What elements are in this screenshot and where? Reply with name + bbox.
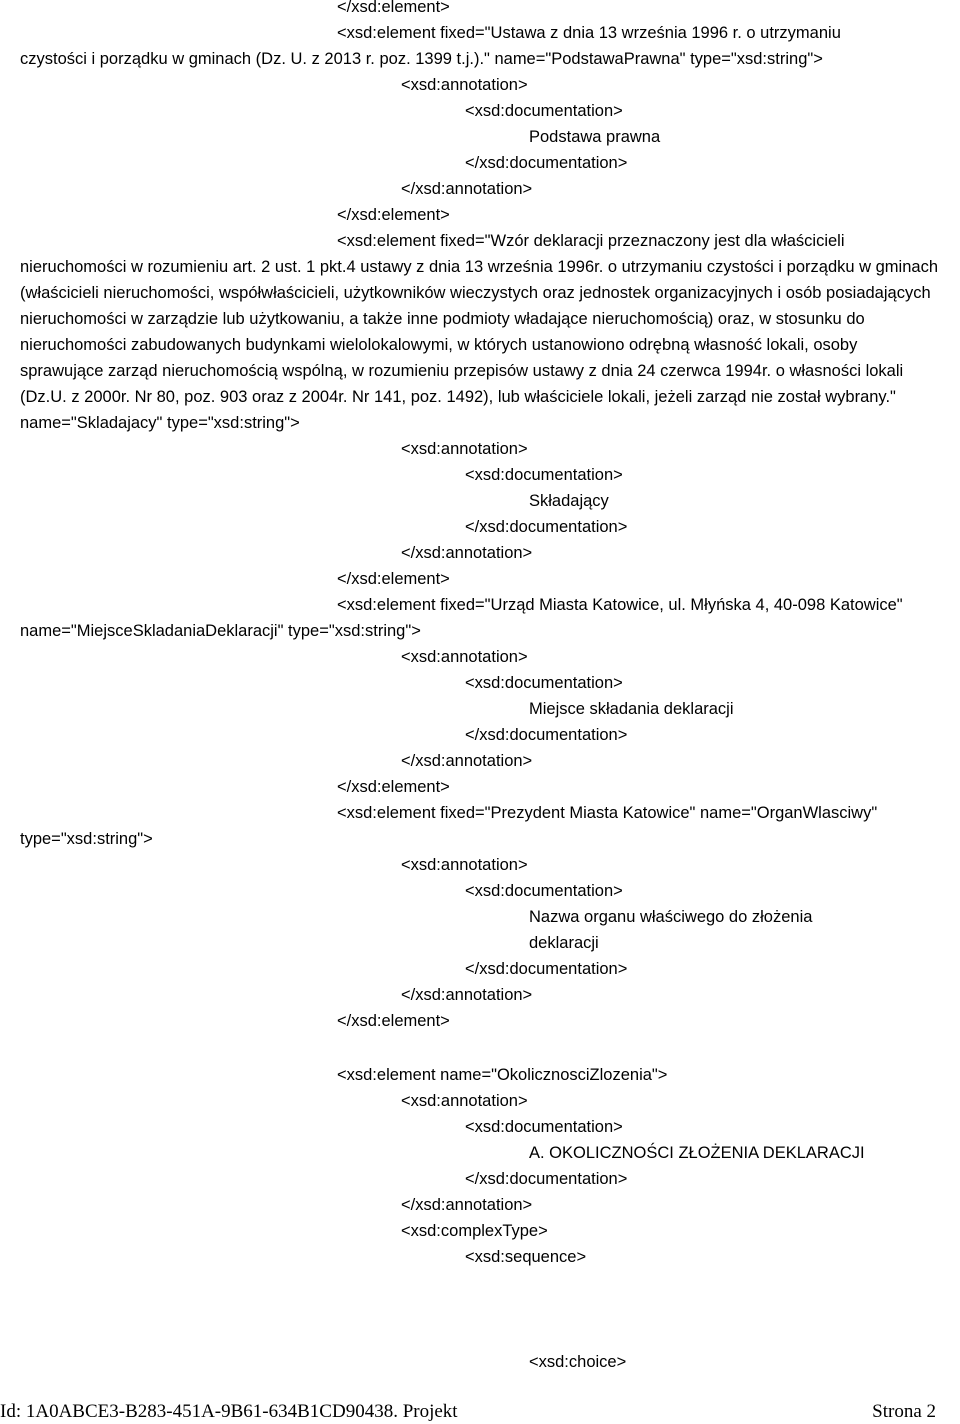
code-line: type="xsd:string"> [20,830,153,848]
page-number: Strona 2 [872,1401,936,1422]
code-line: </xsd:annotation> [401,986,533,1004]
code-line: </xsd:documentation> [465,1170,628,1188]
documentation-text: A. OKOLICZNOŚCI ZŁOŻENIA DEKLARACJI [529,1144,865,1162]
code-line: <xsd:element name="OkolicznosciZlozenia"> [337,1066,668,1084]
code-line: <xsd:documentation> [465,1118,623,1136]
code-line: </xsd:annotation> [401,180,533,198]
code-line: <xsd:element fixed="Ustawa z dnia 13 września 1996 r. o utrzymaniu [337,24,841,42]
code-line: <xsd:documentation> [465,882,623,900]
page-footer [0,1400,960,1424]
code-line: </xsd:annotation> [401,544,533,562]
code-line: </xsd:element> [337,206,450,224]
code-line: </xsd:element> [337,0,450,16]
code-line: <xsd:sequence> [465,1248,587,1266]
code-line: name="MiejsceSkladaniaDeklaracji" type="xsd:string"> [20,622,421,640]
code-line: czystości i porządku w gminach (Dz. U. z 2013 r. poz. 1399 t.j.)." name="PodstawaPrawna" type="xsd:string"> [20,50,823,68]
code-line: </xsd:documentation> [465,960,628,978]
code-line: <xsd:choice> [529,1353,627,1371]
code-paragraph-text: <xsd:element fixed="Wzór deklaracji przeznaczony jest dla właścicieli nieruchomości w rozumieniu art. 2 ust. 1 pkt.4 ustawy z dnia 13 września 1996r. o utrzymaniu czystości i porządku w gminach (właścicieli nieruchomości, współwłaścicieli, użytkowników wieczystych oraz jednostek organizacyjnych i osób posiadających nieruchomości w zarządzie lub użytkowaniu, a także inne podmioty władające nieruchomością) oraz, w stosunku do nieruchomości zabudowanych budynkami wielolokalowymi, w których ustanowiono odrębną własność lokali, osoby sprawujące zarząd nieruchomością wspólną, w rozumieniu przepisów ustawy z dnia 24 czerwca 1994r. o własności lokali (Dz.U. z 2000r. Nr 80, poz. 903 oraz z 2004r. Nr 141, poz. 1492), lub właściciele lokali, jeżeli zarząd nie został wybrany." name="Skladajacy" type="xsd:string"> [20,232,938,432]
code-paragraph [20,228,940,436]
documentation-text: Składający [529,492,609,510]
document-id: Id: 1A0ABCE3-B283-451A-9B61-634B1CD90438. Projekt [0,1401,458,1422]
code-line: </xsd:documentation> [465,154,628,172]
documentation-text: Miejsce składania deklaracji [529,700,734,718]
code-line: <xsd:annotation> [401,648,528,666]
code-line: </xsd:annotation> [401,752,533,770]
code-line: </xsd:annotation> [401,1196,533,1214]
code-line: <xsd:element fixed="Prezydent Miasta Katowice" name="OrganWlasciwy" [337,804,878,822]
code-line: <xsd:annotation> [401,76,528,94]
code-line: <xsd:annotation> [401,440,528,458]
code-line: </xsd:element> [337,570,450,588]
code-line: <xsd:documentation> [465,674,623,692]
code-line: <xsd:complexType> [401,1222,548,1240]
documentation-text: Podstawa prawna [529,128,661,146]
code-line: <xsd:documentation> [465,102,623,120]
code-line: </xsd:element> [337,778,450,796]
code-line: </xsd:element> [337,1012,450,1030]
code-line: <xsd:documentation> [465,466,623,484]
code-line: </xsd:documentation> [465,726,628,744]
code-line: </xsd:documentation> [465,518,628,536]
code-line: <xsd:element fixed="Urząd Miasta Katowice, ul. Młyńska 4, 40-098 Katowice" [337,596,903,614]
documentation-text: Nazwa organu właściwego do złożenia [529,908,813,926]
code-line: <xsd:annotation> [401,856,528,874]
code-line: <xsd:annotation> [401,1092,528,1110]
documentation-text: deklaracji [529,934,599,952]
